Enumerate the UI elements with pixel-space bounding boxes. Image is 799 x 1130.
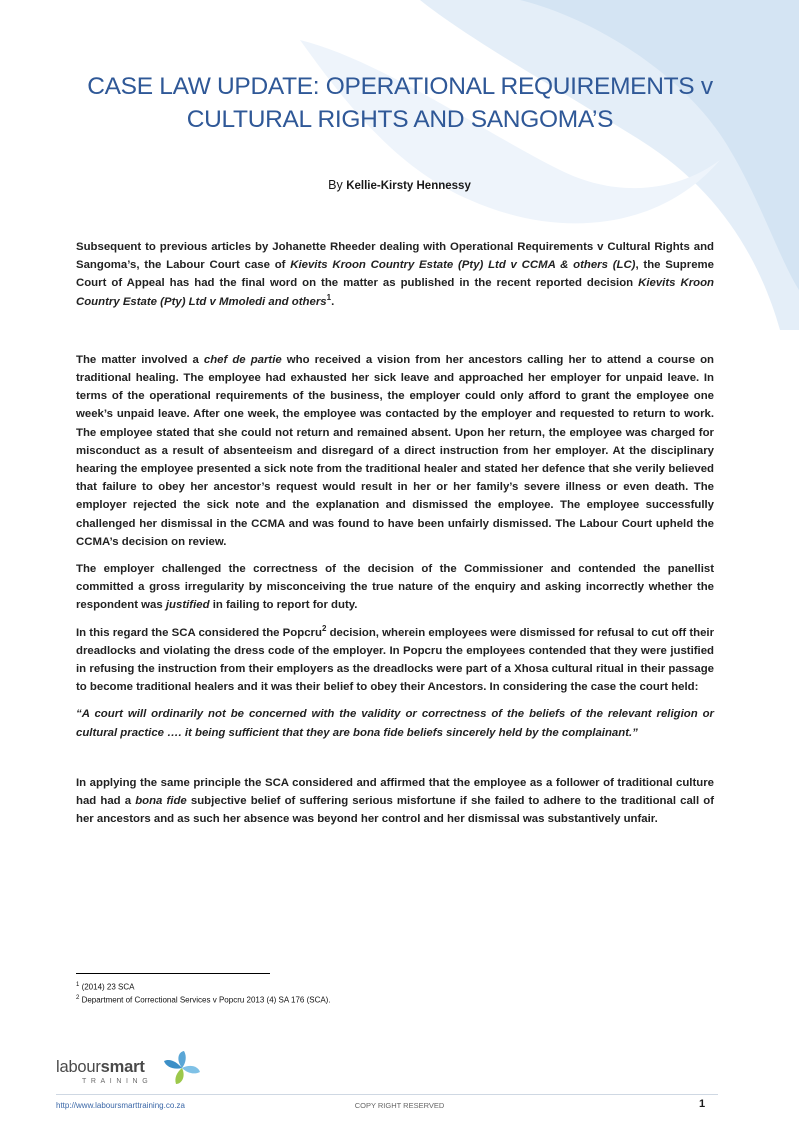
para2-text-c: who received a vision from her ancestors calling her to attend a course on traditional healing. The employee had exhausted her sick leave and approached her employer for unpaid leave. In terms of the operational requirements of the business, the employer could only afford to grant the employee one week’s unpaid leave. After one week, the employee was contacted by the employer and requested to return to work. The employee stated that she could not return and remained absent. Upon her return, the employee was charged for misconduct as a result of absenteeism and disregard of a direct instruction from her employer. At the disciplinary hearing the employee presented a sick note from the traditional healer and stated her defence that she verily believed that failure to obey her ancestor’s request would result in her or her family’s severe illness or even death. The employer rejected the sick note and the explanation and dismissed the employee. The employee successfully challenged her dismissal in the CCMA and was found to have been unfairly dismissed. The Labour Court upheld the CCMA’s decision on review. (76, 353, 715, 548)
footnote-2 (76, 993, 331, 1006)
footnote-ref-1: 1 (326, 292, 332, 302)
document-title (60, 70, 740, 136)
para5-text-c: subjective belief of suffering serious misfortune if she failed to adhere to the traditional call of her ancestors and as such her absence was beyond her control and her dismissal was substantively unfair. (76, 795, 714, 826)
footnote-2-num: 2 (76, 995, 80, 1002)
para3-text-a: The employer challenged the correctness of the decision of the Commissioner and contended the panellist committed a gross irregularity by misconceiving the true nature of the enquiry and asking incorrectly whether the respondent was (76, 563, 714, 612)
paragraph-conclusion (76, 774, 714, 829)
footnote-divider (76, 973, 270, 974)
paragraph-popcru (76, 624, 714, 697)
logo-word-bold: smart (100, 1058, 145, 1076)
logo-subtitle: TRAINING (82, 1078, 153, 1085)
footer-copyright: COPY RIGHT RESERVED (354, 1101, 445, 1110)
para2-italic: chef de partie (203, 353, 282, 366)
para4-text-a: In this regard the SCA considered the Popcru (76, 626, 322, 639)
court-quote: “A court will ordinarily not be concerned with the validity or correctness of the beliefs of the relevant religion or cultural practice …. it being sufficient that they are bona fide beliefs sincerely held by the complainant.” (76, 708, 714, 739)
logo-wordmark (56, 1058, 145, 1077)
laboursmart-logo (56, 1050, 206, 1090)
page-number: 1 (699, 1098, 706, 1110)
case-name-sca: Kievits Kroon Country Estate (Pty) Ltd v Mmoledi and others (76, 277, 714, 308)
para3-text-c: in failing to report for duty. (209, 599, 358, 612)
footnotes (76, 980, 331, 1006)
para1-text-g: . (331, 295, 335, 308)
byline (0, 178, 799, 192)
paragraph-intro (76, 238, 714, 311)
para2-text-a: The matter involved a (76, 353, 204, 366)
footnote-1 (76, 980, 331, 993)
case-name-lc: Kievits Kroon Country Estate (Pty) Ltd v CCMA & others (LC) (290, 259, 636, 272)
article-body (76, 238, 714, 828)
footnote-1-num: 1 (76, 982, 80, 988)
para5-text-a: In applying the same principle the SCA considered and affirmed that the employee as a follower of traditional culture had had a (76, 776, 714, 808)
logo-pinwheel-icon (162, 1050, 202, 1086)
title-line-2: CULTURAL RIGHTS AND SANGOMA’S (186, 106, 614, 133)
para5-italic: bona fide (135, 795, 187, 808)
para1-text-a: Subsequent to previous articles by Johanette Rheeder dealing with Operational Requirements v Cultural Rights and Sangoma’s, the Labour Court case (76, 241, 714, 272)
logo-word-light: labour (56, 1058, 101, 1076)
title-line-1: CASE LAW UPDATE: OPERATIONAL REQUIREMENTS v (87, 73, 713, 100)
footnote-2-text: Department of Correctional Services v Popcru 2013 (4) SA 176 (SCA). (79, 995, 331, 1005)
footnote-1-text: (2014) 23 SCA (79, 982, 135, 992)
para4-text-c: decision, wherein employees were dismissed for refusal to cut off their dreadlocks and violating the dress code of the employer. In Popcru the employees contended that they were justified in refusing the instruction from their employers as the dreadlocks were part of a Xhosa cultural ritual in their passage to become traditional healers and it was their belief to obey their Ancestors. In considering the case the court held: (76, 626, 714, 694)
paragraph-challenge (76, 560, 714, 615)
footer-divider (56, 1094, 718, 1095)
paragraph-facts (76, 351, 714, 551)
footer-website-link[interactable]: http://www.laboursmarttraining.co.za (56, 1101, 185, 1110)
para1-text-b: of (274, 259, 291, 272)
para1-text-d: , the Supreme Court of Appeal has had the final word on the matter as published in the recent reported decision (76, 259, 714, 290)
byline-prefix: By (328, 178, 347, 192)
para3-italic: justified (165, 599, 210, 612)
footnote-ref-2: 2 (321, 623, 327, 633)
author-name: Kellie-Kirsty Hennessy (346, 180, 471, 192)
